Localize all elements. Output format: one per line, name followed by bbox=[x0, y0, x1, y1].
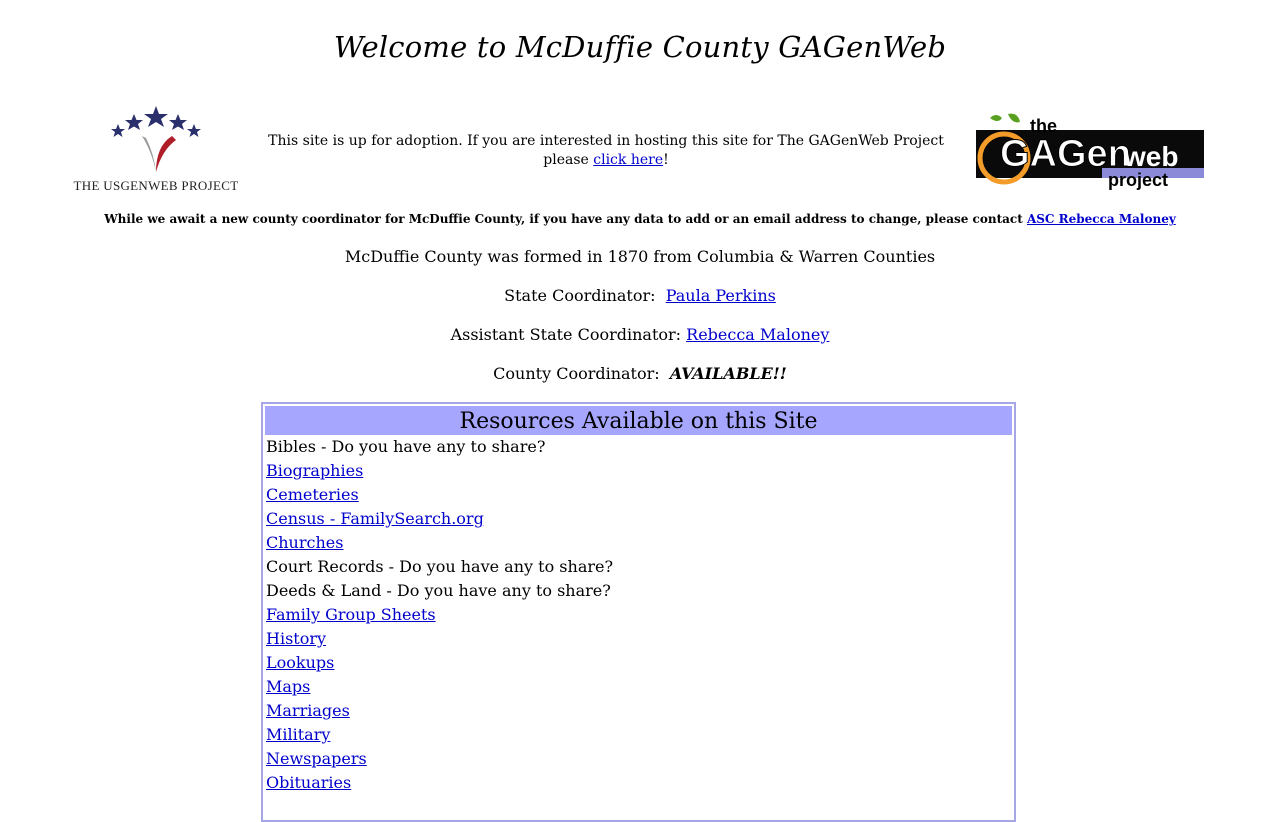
resource-link[interactable]: Cemeteries bbox=[266, 485, 359, 504]
resource-item bbox=[266, 603, 1014, 627]
state-coordinator-label: State Coordinator: bbox=[504, 286, 666, 305]
star-icon bbox=[111, 106, 201, 137]
adoption-click-here-link[interactable]: click here bbox=[593, 152, 664, 168]
resource-link[interactable]: Newspapers bbox=[266, 749, 367, 768]
resource-label: Court Records - Do you have any to share? bbox=[266, 557, 614, 576]
resources-table bbox=[261, 402, 1016, 822]
page-title: Welcome to McDuffie County GAGenWeb bbox=[333, 30, 947, 64]
gagenweb-logo[interactable] bbox=[974, 110, 1206, 190]
resource-item bbox=[266, 555, 1014, 579]
swoosh-red bbox=[156, 136, 176, 172]
county-coordinator-line bbox=[0, 364, 1280, 383]
resource-link[interactable]: Military bbox=[266, 725, 331, 744]
state-coordinator-link[interactable]: Paula Perkins bbox=[665, 286, 776, 305]
notice-text: While we await a new county coordinator for McDuffie County, if you have any data to add or an email address to change, please contact bbox=[104, 212, 1027, 226]
logo-project: project bbox=[1108, 170, 1169, 190]
resource-label: Deeds & Land - Do you have any to share? bbox=[266, 581, 611, 600]
adoption-suffix: ! bbox=[663, 152, 669, 168]
resource-item bbox=[266, 747, 1014, 771]
assistant-coordinator-label: Assistant State Coordinator: bbox=[450, 325, 687, 344]
resource-link[interactable]: Family Group Sheets bbox=[266, 605, 436, 624]
asc-rebecca-maloney-link[interactable]: ASC Rebecca Maloney bbox=[1026, 212, 1176, 226]
resource-item bbox=[266, 723, 1014, 747]
logo-the: the bbox=[1030, 116, 1057, 136]
state-coordinator-line bbox=[0, 286, 1280, 305]
county-coordinator-status: AVAILABLE!! bbox=[669, 364, 787, 383]
resource-label: Bibles - Do you have any to share? bbox=[266, 437, 546, 456]
resource-link[interactable]: Maps bbox=[266, 677, 311, 696]
resource-item bbox=[266, 507, 1014, 531]
county-coordinator-label: County Coordinator: bbox=[493, 364, 670, 383]
resource-item bbox=[266, 675, 1014, 699]
county-formed-text: McDuffie County was formed in 1870 from Columbia & Warren Counties bbox=[344, 247, 936, 266]
assistant-coordinator-link[interactable]: Rebecca Maloney bbox=[686, 325, 830, 344]
logo-gagen: GAGen bbox=[1000, 133, 1131, 175]
resource-item bbox=[266, 627, 1014, 651]
resource-link[interactable]: Churches bbox=[266, 533, 344, 552]
coordinator-notice bbox=[0, 212, 1280, 226]
resource-link[interactable]: Marriages bbox=[266, 701, 350, 720]
assistant-coordinator-line bbox=[0, 325, 1280, 344]
resource-link[interactable]: Obituaries bbox=[266, 773, 352, 792]
resource-link[interactable]: History bbox=[266, 629, 327, 648]
resource-item bbox=[266, 771, 1014, 795]
resource-item bbox=[266, 459, 1014, 483]
resource-item bbox=[266, 579, 1014, 603]
resource-link[interactable]: Census - FamilySearch.org bbox=[266, 509, 484, 528]
resource-item bbox=[266, 531, 1014, 555]
resource-item bbox=[266, 651, 1014, 675]
adoption-text: This site is up for adoption. If you are interested in hosting this site for The GAGenWeb Project please bbox=[268, 133, 944, 168]
swoosh-gray bbox=[142, 136, 156, 172]
adoption-notice bbox=[252, 132, 960, 170]
resources-header: Resources Available on this Site bbox=[265, 406, 1012, 435]
usgenweb-caption: THE USGENWEB PROJECT bbox=[73, 178, 239, 193]
resource-link[interactable]: Lookups bbox=[266, 653, 335, 672]
resource-item bbox=[266, 699, 1014, 723]
resource-link[interactable]: Biographies bbox=[266, 461, 364, 480]
resource-item bbox=[266, 435, 1014, 459]
resources-list bbox=[263, 435, 1014, 795]
resource-item bbox=[266, 483, 1014, 507]
logo-web: web bbox=[1124, 141, 1179, 172]
